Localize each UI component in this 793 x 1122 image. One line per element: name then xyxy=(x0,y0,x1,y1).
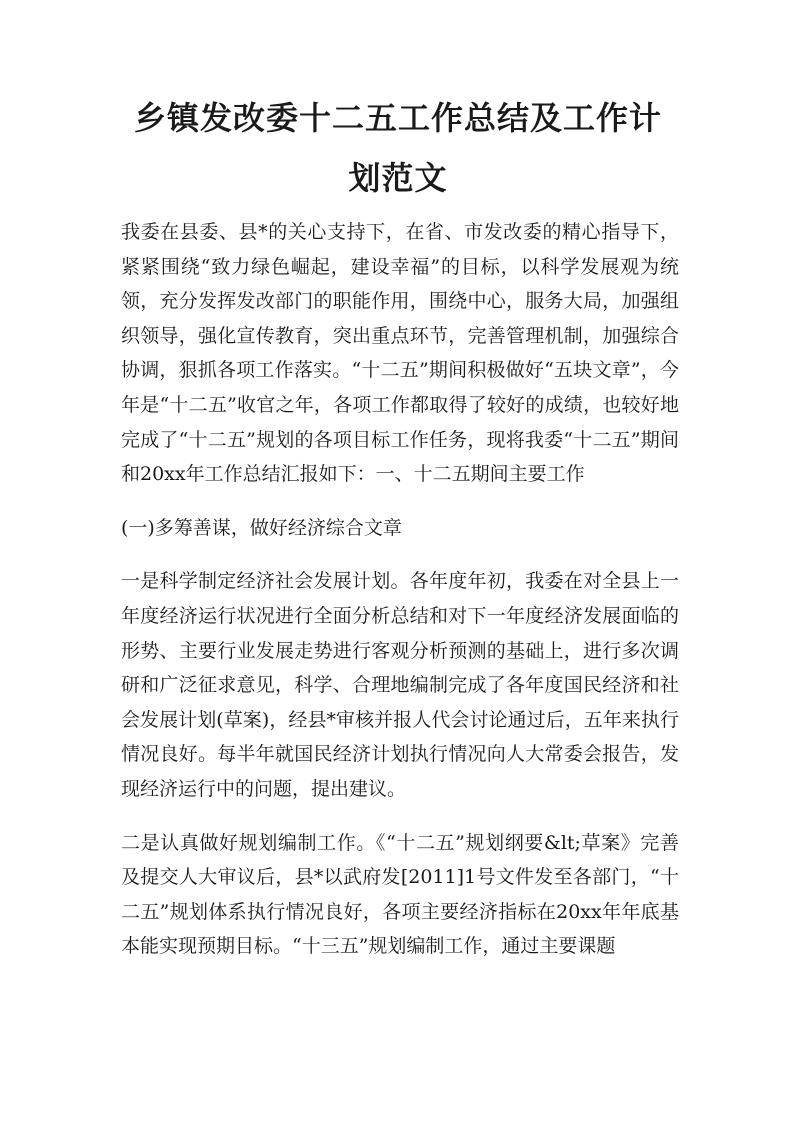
body-paragraph: 二是认真做好规划编制工作。《“十二五”规划纲要&lt;草案》完善及提交人大审议后，县*以武府发[2011]1号文件发至各部门，“十二五”规划体系执行情况良好，各项主要经济指标在20xx年年底基本能实现预期目标。“十三五”规划编制工作，通过主要课题 xyxy=(121,831,679,958)
body-paragraph: 一是科学制定经济社会发展计划。各年度年初，我委在对全县上一年度经济运行状况进行全面分析总结和对下一年度经济发展面临的形势、主要行业发展走势进行客观分析预测的基础上，进行多次调研和广泛征求意见，科学、合理地编制完成了各年度国民经济和社会发展计划(草案)，经县*审核并报人代会讨论通过后，五年来执行情况良好。每半年就国民经济计划执行情况向人大常委会报告，发现经济运行中的问题，提出建议。 xyxy=(121,570,679,800)
document-title: 乡镇发改委十二五工作总结及工作计划范文 xyxy=(133,99,662,197)
intro-paragraph: 我委在县委、县*的关心支持下，在省、市发改委的精心指导下，紧紧围绕“致力绿色崛起，建设幸福”的目标，以科学发展观为统领，充分发挥发改部门的职能作用，围绕中心，服务大局，加强组织领导，强化宣传教育，突出重点环节，完善管理机制，加强综合协调，狠抓各项工作落实。“十二五”期间积极做好“五块文章”，今年是“十二五”收官之年，各项工作都取得了较好的成绩，也较好地完成了“十二五”规划的各项目标工作任务，现将我委“十二五”期间和20xx年工作总结汇报如下：一、十二五期间主要工作 xyxy=(121,221,679,486)
section-heading: (一)多筹善谋，做好经济综合文章 xyxy=(121,516,402,539)
document-body xyxy=(121,215,679,983)
